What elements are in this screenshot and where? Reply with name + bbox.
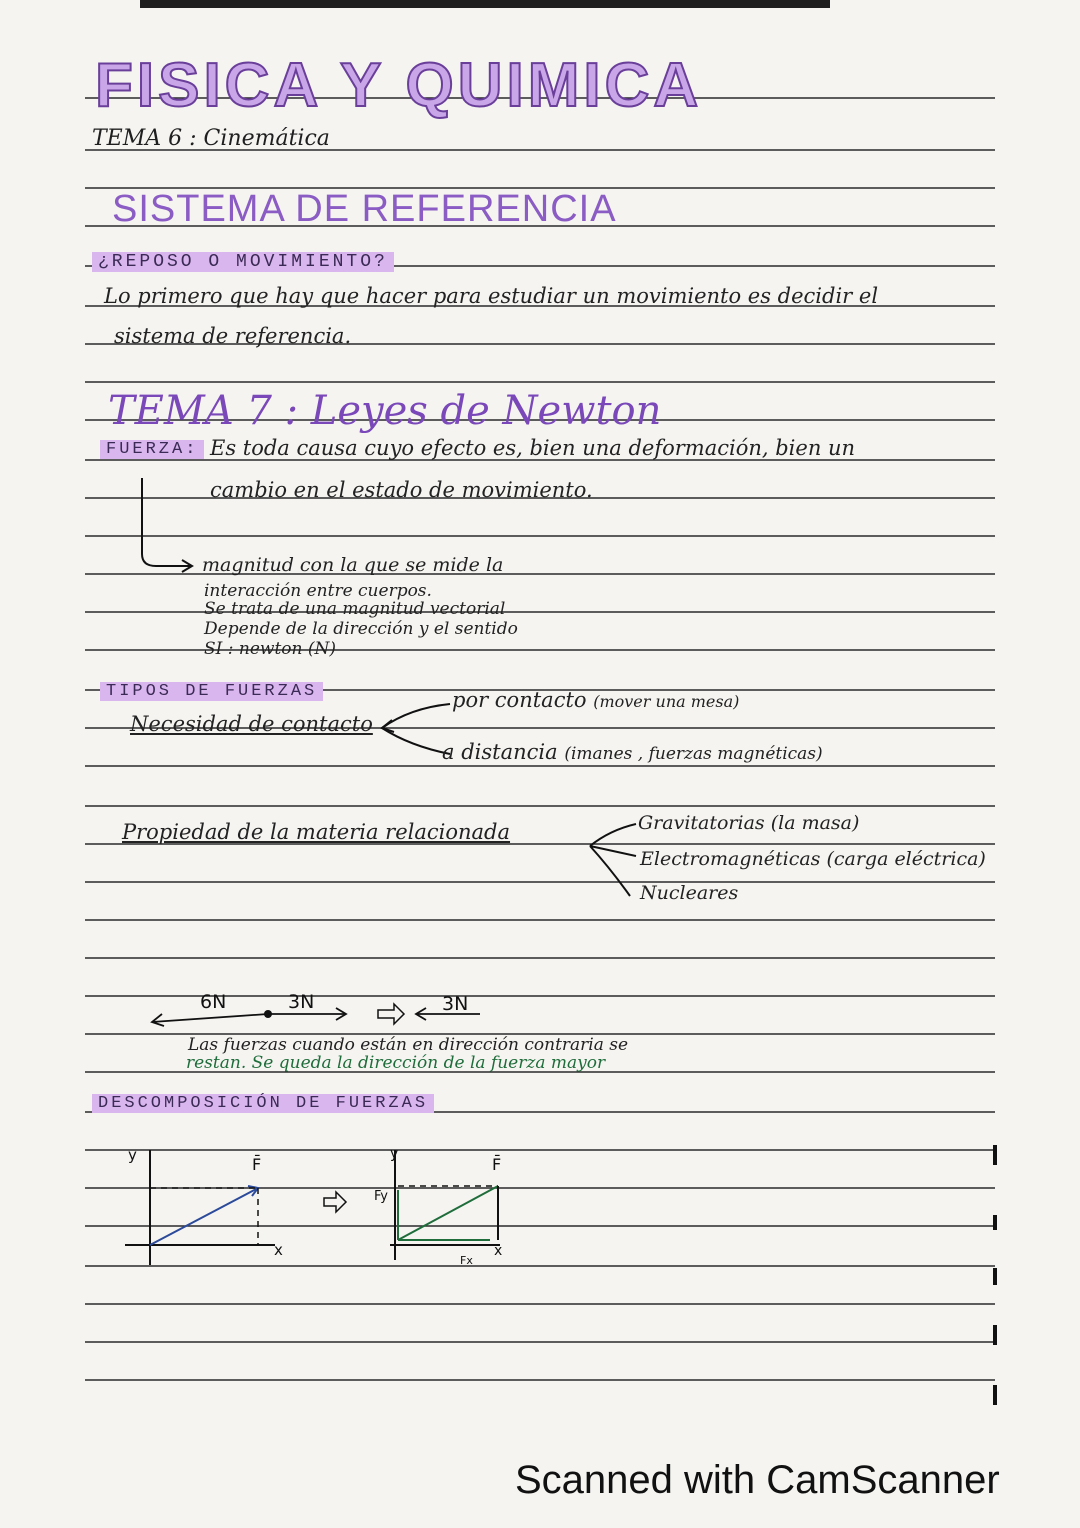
implies-arrow: [378, 1004, 404, 1024]
question-highlight: [92, 250, 394, 272]
fuerza-definition-2: cambio en el estado de movimiento.: [210, 478, 593, 502]
note-line-5: SI : newton (N): [204, 639, 337, 659]
branch-arrows-propiedad: [580, 812, 640, 902]
left-x-label: x: [274, 1241, 283, 1259]
paragraph-line-2: sistema de referencia.: [114, 324, 352, 348]
distancia-option: [442, 740, 823, 764]
transform-arrow: [324, 1192, 346, 1212]
electromagneticas: Electromagnéticas (carga eléctrica): [640, 848, 986, 870]
note-line-3: Se trata de una magnitud vectorial: [204, 599, 506, 619]
result-force-label: 3N: [442, 993, 469, 1015]
fuerza-label-highlight: [100, 438, 204, 459]
fx-label: Fx: [460, 1254, 473, 1267]
bracket-arrow: [130, 470, 210, 580]
left-force-vector: [150, 1188, 258, 1245]
nucleares: Nucleares: [640, 882, 739, 904]
right-force-vector: [398, 1186, 498, 1240]
tipos-label: TIPOS DE FUERZAS: [100, 682, 323, 701]
page-subtitle: TEMA 6 : Cinemática: [92, 126, 330, 151]
section-heading-sistema: SISTEMA DE REFERENCIA: [112, 188, 617, 230]
right-y-label: y: [390, 1146, 399, 1162]
force-6n-label: 6N: [200, 991, 227, 1013]
fuerza-definition-1: Es toda causa cuyo efecto es, bien una deformación, bien un: [210, 436, 856, 460]
scanner-watermark: Scanned with CamScanner: [515, 1458, 1000, 1502]
contacto-option: [452, 688, 739, 712]
note-line-1: magnitud con la que se mide la: [202, 554, 504, 576]
contacto-example: (mover una mesa): [593, 692, 740, 711]
descomposicion-label-highlight: [92, 1092, 434, 1113]
page-title: FISICA Y QUIMICA: [95, 51, 703, 120]
forces-note-1: Las fuerzas cuando están en dirección contraria se: [188, 1035, 629, 1055]
distancia-label: a distancia: [442, 740, 558, 764]
left-f-label: F̄: [252, 1155, 262, 1174]
question-text: ¿REPOSO O MOVIMIENTO?: [92, 252, 394, 272]
fuerza-label: FUERZA:: [100, 440, 204, 459]
right-x-label: x: [494, 1243, 503, 1259]
forces-note-2: restan. Se queda la dirección de la fuerza mayor: [186, 1053, 606, 1073]
note-line-4: Depende de la dirección y el sentido: [204, 619, 518, 639]
note-line-2: interacción entre cuerpos.: [204, 581, 432, 601]
propiedad-materia: Propiedad de la materia relacionada: [122, 820, 511, 844]
tipos-label-highlight: [100, 680, 323, 701]
vector-decomposition-diagram: [110, 1140, 530, 1270]
fy-label: Fy: [374, 1189, 388, 1204]
paragraph-line-1: Lo primero que hay que hacer para estudiar un movimiento es decidir el: [104, 284, 879, 308]
left-y-label: y: [128, 1146, 137, 1164]
force-3n-label: 3N: [288, 991, 315, 1013]
forces-diagram: [140, 988, 500, 1032]
necesidad-contacto: Necesidad de contacto: [130, 712, 373, 736]
force-6n-arrow: [152, 1014, 268, 1022]
descomposicion-label: DESCOMPOSICIÓN DE FUERZAS: [92, 1094, 434, 1113]
distancia-example: (imanes , fuerzas magnéticas): [564, 744, 823, 764]
right-f-label: F̄: [492, 1155, 502, 1174]
contacto-label: por contacto: [452, 688, 587, 712]
section-heading-newton: TEMA 7 : Leyes de Newton: [108, 388, 662, 434]
gravitatorias: Gravitatorias (la masa): [638, 812, 860, 834]
